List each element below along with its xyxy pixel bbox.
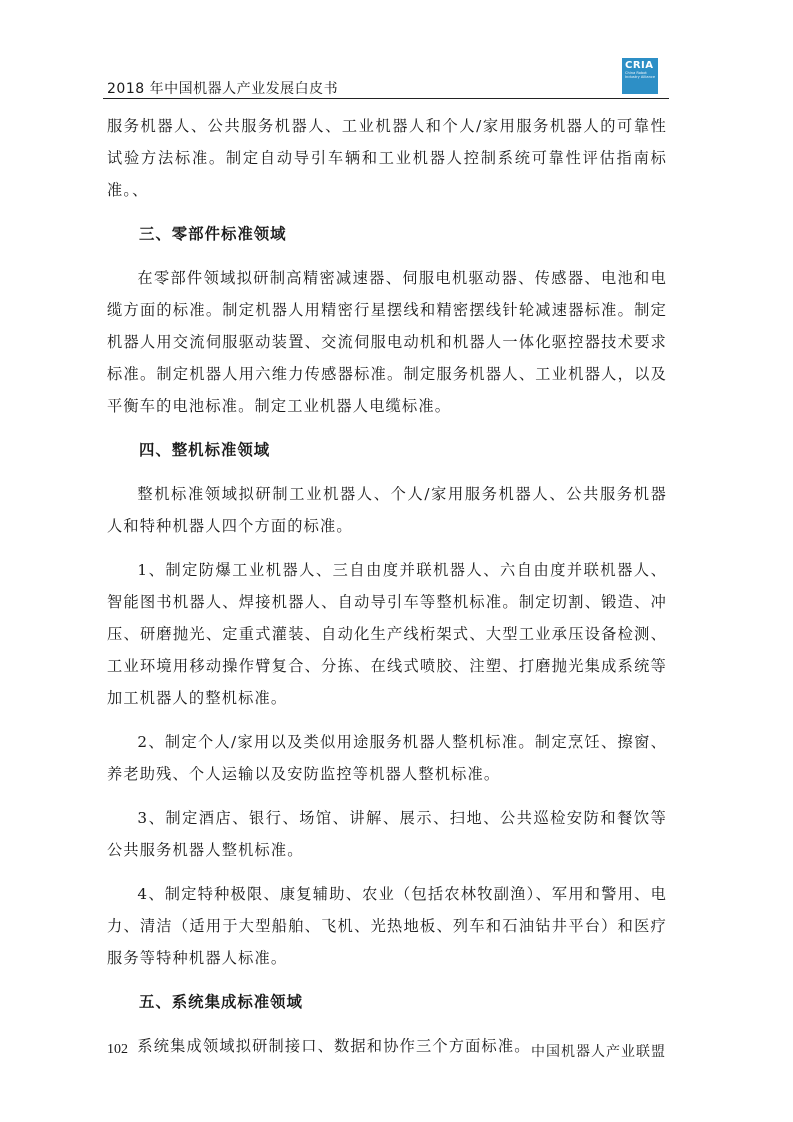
list-item-special: 4、制定特种极限、康复辅助、农业（包括农林牧副渔）、军用和警用、电力、清洁（适用于大型船舶、飞机、光热地板、列车和石油钻井平台）和医疗服务等特种机器人标准。: [107, 885, 667, 967]
page-content: [107, 110, 667, 1062]
logo-mark-text: CRIA: [625, 60, 654, 71]
paragraph-complete-machine-intro: 整机标准领域拟研制工业机器人、个人/家用服务机器人、公共服务机器人和特种机器人四个方面的标准。: [107, 485, 667, 535]
list-item-public-service: 3、制定酒店、银行、场馆、讲解、展示、扫地、公共巡检安防和餐饮等公共服务机器人整机标准。: [107, 809, 667, 859]
list-item-personal-service: 2、制定个人/家用以及类似用途服务机器人整机标准。制定烹饪、擦窗、养老助残、个人运输以及安防监控等机器人整机标准。: [107, 733, 667, 783]
footer-organization: 中国机器人产业联盟: [531, 1044, 666, 1060]
section-heading-system-integration: 五、系统集成标准领域: [139, 993, 303, 1011]
running-header-title: 2018 年中国机器人产业发展白皮书: [107, 81, 339, 97]
paragraph-system-integration: 系统集成领域拟研制接口、数据和协作三个方面标准。: [137, 1037, 531, 1055]
cria-logo: [622, 58, 658, 94]
page-number: 102: [107, 1042, 128, 1057]
section-heading-complete-machine: 四、整机标准领域: [139, 441, 271, 459]
paragraph-continued: 服务机器人、公共服务机器人、工业机器人和个人/家用服务机器人的可靠性试验方法标准。制定自动导引车辆和工业机器人控制系统可靠性评估指南标准。、: [107, 117, 667, 199]
list-item-industrial: 1、制定防爆工业机器人、三自由度并联机器人、六自由度并联机器人、智能图书机器人、焊接机器人、自动导引车等整机标准。制定切割、锻造、冲压、研磨抛光、定重式灌装、自动化生产线桁架式、大型工业承压设备检测、工业环境用移动操作臂复合、分拣、在线式喷胶、注塑、打磨抛光集成系统等加工机器人的整机标准。: [107, 561, 667, 707]
section-heading-components: 三、零部件标准领域: [139, 225, 287, 243]
header-divider: [103, 98, 669, 99]
logo-subtitle: China Robot Industry Alliance: [625, 71, 656, 80]
paragraph-components: 在零部件领域拟研制高精密减速器、伺服电机驱动器、传感器、电池和电缆方面的标准。制定机器人用精密行星摆线和精密摆线针轮减速器标准。制定机器人用交流伺服驱动装置、交流伺服电动机和机器人一体化驱控器技术要求标准。制定机器人用六维力传感器标准。制定服务机器人、工业机器人，以及平衡车的电池标准。制定工业机器人电缆标准。: [107, 269, 667, 415]
